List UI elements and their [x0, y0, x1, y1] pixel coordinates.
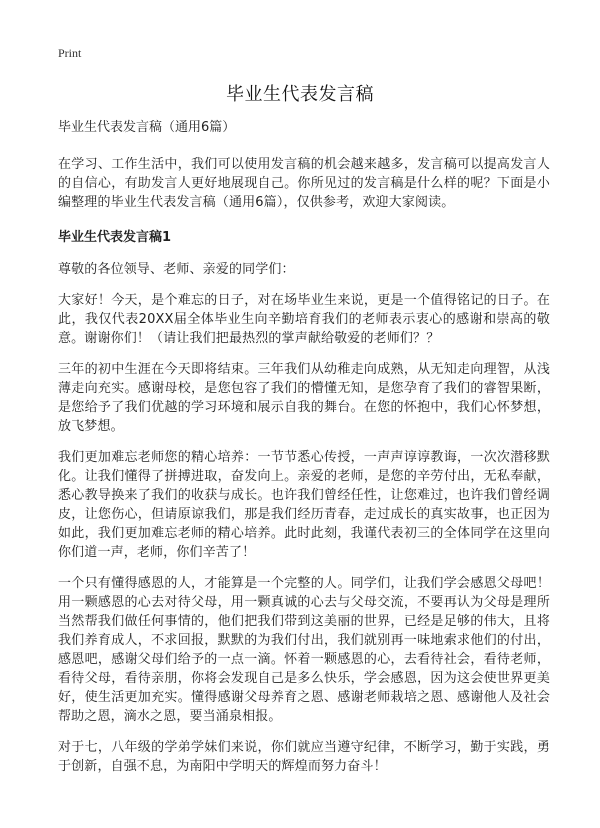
body-paragraph: 我们更加难忘老师您的精心培养：一节节悉心传授，一声声谆谆教诲，一次次潜移默化。让我们懂得了拼搏进取，奋发向上。亲爱的老师，是您的辛劳付出，无私奉献，悉心教导换来了我们的收获与成长。也许我们曾经任性，让您难过，也许我们曾经调皮，让您伤心，但请原谅我们，那是我们经历青春，走过成长的真实故事，也正因为如此，我们更加难忘老师的精心培养。此时此刻，我谨代表初三的全体同学在这里向你们道一声，老师，你们辛苦了！ — [58, 450, 550, 560]
page-title: 毕业生代表发言稿 — [226, 84, 374, 105]
article-subtitle: 毕业生代表发言稿（通用6篇） — [58, 120, 236, 135]
article-content — [58, 118, 550, 788]
intro-paragraph: 在学习、工作生活中，我们可以使用发言稿的机会越来越多，发言稿可以提高发言人的自信心，有助发言人更好地展现自己。你所见过的发言稿是什么样的呢？下面是小编整理的毕业生代表发言稿（通用6篇），仅供参考，欢迎大家阅读。 — [58, 157, 550, 210]
body-paragraph: 三年的初中生涯在今天即将结束。三年我们从幼稚走向成熟，从无知走向理智，从浅薄走向充实。感谢母校，是您包容了我们的懵懂无知，是您孕育了我们的睿智果断，是您给予了我们优越的学习环境和展示自我的舞台。在您的怀抱中，我们心怀梦想，放飞梦想。 — [58, 362, 550, 434]
print-link[interactable]: Print — [58, 46, 82, 60]
body-paragraph: 对于七，八年级的学弟学妹们来说，你们就应当遵守纪律，不断学习，勤于实践，勇于创新，自强不息，为南阳中学明天的辉煌而努力奋斗！ — [58, 740, 550, 774]
section-heading: 毕业生代表发言稿1 — [58, 230, 172, 245]
body-paragraph: 大家好！今天，是个难忘的日子，对在场毕业生来说，更是一个值得铭记的日子。在此，我仅代表20XX届全体毕业生向辛勤培育我们的老师表示衷心的感谢和崇高的敬意。谢谢你们！（请让我们把最热烈的掌声献给敬爱的老师们？？ — [58, 293, 550, 346]
body-paragraph: 一个只有懂得感恩的人，才能算是一个完整的人。同学们，让我们学会感恩父母吧！用一颗感恩的心去对待父母，用一颗真诚的心去与父母交流，不要再认为父母是理所当然帮我们做任何事情的，他们把我们带到这美丽的世界，已经是足够的伟大，且将我们养育成人，不求回报，默默的为我们付出，我们就别再一味地索求他们的付出，感恩吧，感谢父母们给予的一点一滴。怀着一颗感恩的心，去看待社会，看待老师，看待父母，看待亲朋，你将会发现自己是多么快乐，学会感恩，因为这会使世界更美好，使生活更加充实。懂得感谢父母养育之恩、感谢老师栽培之恩、感谢他人及社会帮助之恩，滴水之恩，要当涌泉相报。 — [58, 576, 550, 724]
salutation-paragraph: 尊敬的各位领导、老师、亲爱的同学们： — [58, 262, 295, 277]
